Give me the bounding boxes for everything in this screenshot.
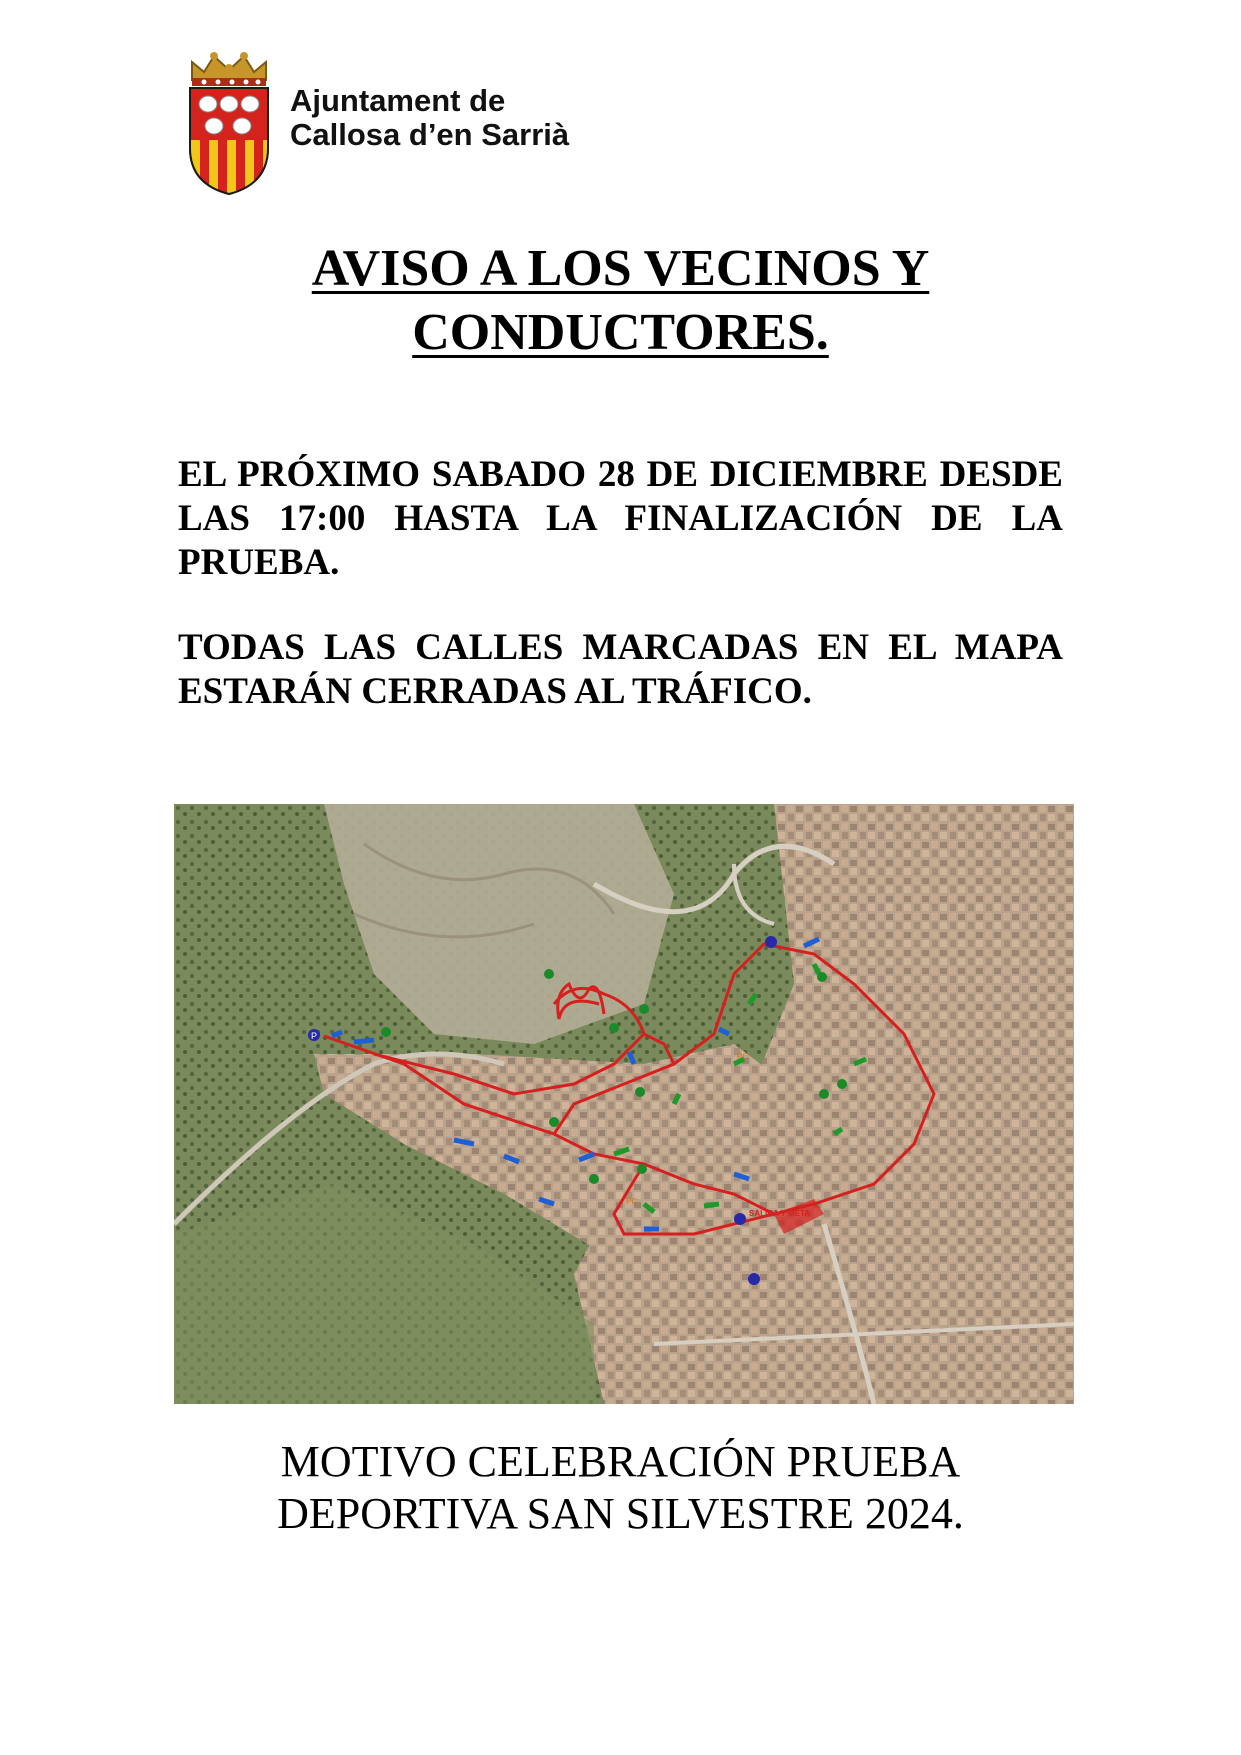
date-time-paragraph: EL PRÓXIMO SABADO 28 DE DICIEMBRE DESDE LAS 17:00 HASTA LA FINALIZACIÓN DE LA PRUEBA. <box>178 454 1063 583</box>
coat-of-arms-logo <box>184 48 274 198</box>
pc-marker-2: PC <box>737 1052 749 1061</box>
route-map-image <box>174 804 1074 1404</box>
footer-line-2: DEPORTIVA SAN SILVESTRE 2024. <box>277 1489 964 1538</box>
title-line-1: AVISO A LOS VECINOS Y <box>311 240 930 297</box>
pc-marker: PC <box>626 1197 638 1206</box>
title-line-2: CONDUCTORES. <box>412 304 829 361</box>
org-line-2: Callosa d’en Sarrià <box>290 117 570 152</box>
footer-line-1: MOTIVO CELEBRACIÓN PRUEBA <box>280 1437 961 1486</box>
start-finish-label: SALIDA Y META <box>749 1209 811 1218</box>
parking-marker-label: P <box>310 1031 318 1041</box>
event-reason <box>0 1436 1241 1540</box>
org-line-1: Ajuntament de <box>290 83 506 118</box>
closure-paragraph: TODAS LAS CALLES MARCADAS EN EL MAPA ESTARÁN CERRADAS AL TRÁFICO. <box>178 627 1063 712</box>
organization-name <box>290 84 569 152</box>
notice-title <box>0 237 1241 365</box>
header <box>184 48 604 198</box>
